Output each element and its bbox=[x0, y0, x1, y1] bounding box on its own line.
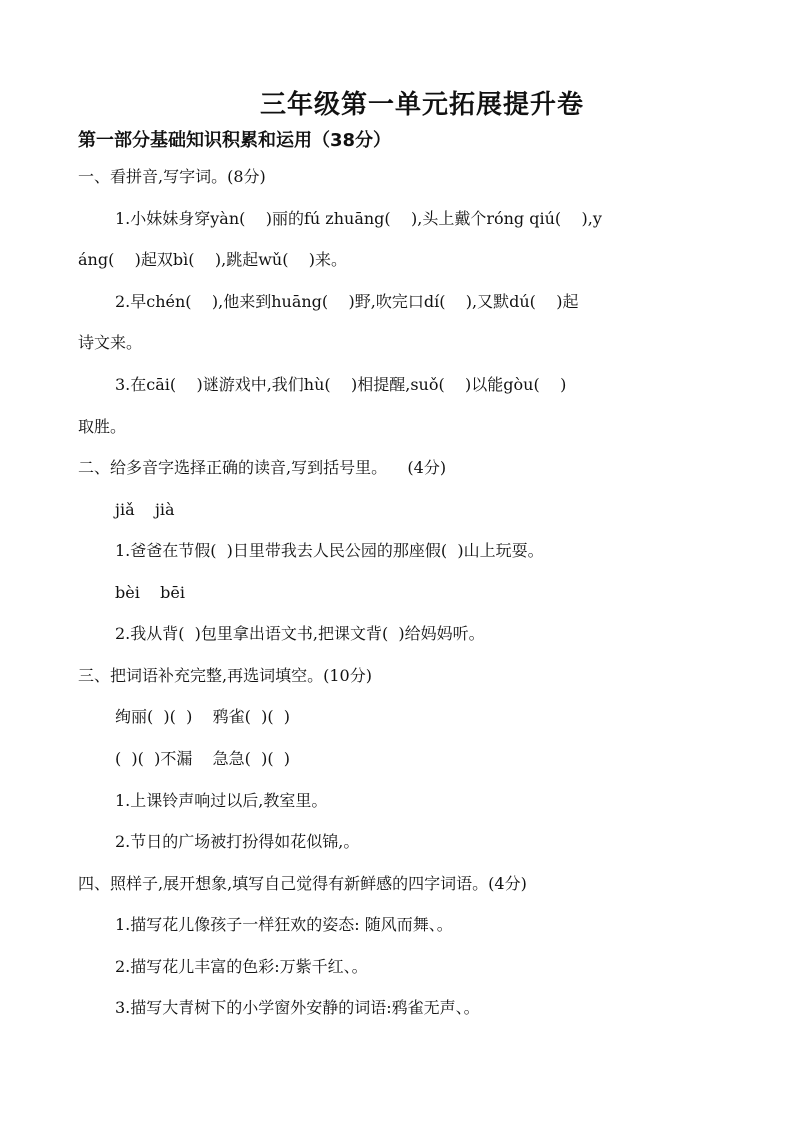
question-1-3-line1: 3.在cāi( )谜游戏中,我们hù( )相提醒,suǒ( )以能gòu( ) bbox=[115, 375, 567, 394]
section-two-heading: 二、给多音字选择正确的读音,写到括号里。 (4分) bbox=[78, 458, 447, 477]
question-2-1: 1.爸爸在节假( )日里带我去人民公园的那座假( )山上玩耍。 bbox=[115, 541, 544, 560]
exam-title: 三年级第一单元拓展提升卷 bbox=[259, 90, 584, 120]
word-completion-row-2: ( )( )不漏 急急( )( ) bbox=[115, 749, 290, 768]
question-2-2: 2.我从背( )包里拿出语文书,把课文背( )给妈妈听。 bbox=[115, 624, 485, 643]
question-4-3: 3.描写大青树下的小学窗外安静的词语:鸦雀无声、。 bbox=[115, 998, 480, 1017]
section-one-heading: 一、看拼音,写字词。(8分) bbox=[78, 167, 266, 186]
word-completion-row-1: 绚丽( )( ) 鸦雀( )( ) bbox=[115, 707, 290, 726]
section-three-heading: 三、把词语补充完整,再选词填空。(10分) bbox=[78, 666, 372, 685]
question-1-3-line2: 取胜。 bbox=[78, 417, 127, 436]
question-3-1: 1.上课铃声响过以后,教室里。 bbox=[115, 791, 328, 810]
question-1-2-line1: 2.早chén( ),他来到huāng( )野,吹完口dí( ),又默dú( )起 bbox=[115, 292, 579, 311]
question-4-2: 2.描写花儿丰富的色彩:万紫千红、。 bbox=[115, 957, 368, 976]
pinyin-options-1: jiǎ jià bbox=[115, 500, 175, 519]
question-3-2: 2.节日的广场被打扮得如花似锦,。 bbox=[115, 832, 360, 851]
pinyin-options-2: bèi bēi bbox=[115, 583, 185, 602]
question-1-1-line1: 1.小妹妹身穿yàn( )丽的fú zhuāng( ),头上戴个róng qiú( ),y bbox=[115, 209, 602, 228]
question-4-1: 1.描写花儿像孩子一样狂欢的姿态: 随风而舞、。 bbox=[115, 915, 453, 934]
part-one-title: 第一部分基础知识积累和运用（38分） bbox=[78, 130, 392, 151]
question-1-1-line2: áng( )起双bì( ),跳起wǔ( )来。 bbox=[78, 250, 348, 269]
question-1-2-line2: 诗文来。 bbox=[78, 333, 143, 352]
section-four-heading: 四、照样子,展开想象,填写自己觉得有新鲜感的四字词语。(4分) bbox=[78, 874, 527, 893]
